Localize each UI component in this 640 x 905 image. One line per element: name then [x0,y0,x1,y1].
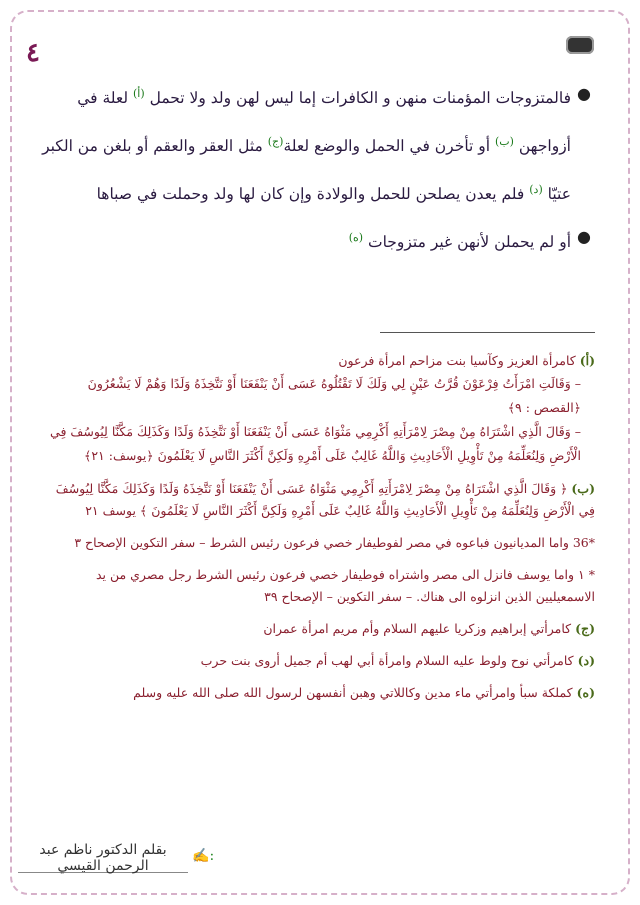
footnote-ref: (د) [529,183,543,197]
logo-icon [566,36,594,54]
text-segment: لعلة في أزواجهن [77,89,571,156]
footnote-divider [380,332,595,333]
footnote-text: كامرأتي نوح ولوط عليه السلام وامرأة أبي لهب أم جميل أروى بنت حرب [200,653,578,668]
footnote-e [40,682,595,704]
footnote-marker: (ب) [571,481,595,496]
footnote-b-extra-2: * ١ واما يوسف فانزل الى مصر واشتراه فوطيفار خصي فرعون رئيس الشرط رجل مصري من يد الاسمعيليين الذين انزلوه الى هناك. – سفر التكوين – الإصحاح ٣٩ [95,567,595,604]
footnote-text: ﴿ وَقَالَ الَّذِي اشْتَرَاهُ مِنْ مِصْرَ لِامْرَأَتِهِ أَكْرِمِي مَثْوَاهُ عَسَى أَنْ يَنْفَعَنَا أَوْ نَتَّخِذَهُ وَلَدًا وَكَذَلِكَ مَكَّنَّا لِيُوسُفَ فِي الْأَرْضِ وَلِنُعَلِّمَهُ مِنْ تَأْوِيلِ الْأَحَادِيثِ وَاللَّهُ غَالِبٌ عَلَى أَمْرِهِ وَلَكِنَّ أَكْثَرَ النَّاسِ لَا يَعْلَمُونَ ﴾ يوسف ٢١ [55,481,595,518]
text-segment: فلم يعدن يصلحن للحمل والولادة وإن كان لها ولد وحملت في صباها [96,185,530,204]
footnote-b-extra-1: *36 واما المديانيون فباعوه في مصر لفوطيفار خصي فرعون رئيس الشرط – سفر التكوين الإصحاح ٣ [74,535,595,550]
text-segment: فالمتزوجات المؤمنات منهن و الكافرات إما ليس لهن ولد ولا تحمل [144,89,571,108]
footnote-ref: (ب) [495,135,514,149]
footnote-c [40,618,595,640]
bullet-icon: ● [577,227,591,247]
footnote-marker: (ه) [576,685,595,700]
main-body [40,72,595,257]
author-signature: بقلم الدكتور ناظم عبد الرحمن القيسي [18,842,188,873]
footnote-b [40,478,595,522]
text-segment: مثل العقر والعقم أو بلغن من الكبر عتيّا [42,137,571,204]
footnote-text: كملكة سبأ وامرأتي ماء مدين وكاللاتي وهبن أنفسهن لرسول الله صلى الله عليه وسلم [133,685,577,700]
footnote-a [40,350,595,468]
bullet-paragraph-1 [40,72,595,216]
bullet-icon: ● [577,84,591,103]
text-segment: أو لم يحملن لأنهن غير متزوجات [363,232,571,251]
footnote-marker: (د) [577,653,595,668]
footnote-text: كامرأتي إبراهيم وزكريا عليهم السلام وأم مريم امرأة عمران [263,621,576,636]
footnote-ref: (أ) [133,87,145,100]
footnote-text: كامرأة العزيز وكآسيا بنت مزاحم امرأة فرعون [338,353,580,368]
pen-colon: : [209,848,215,864]
footnote-ref: (ه) [348,230,364,244]
paragraph-text [348,230,571,251]
text-segment: أو تأخرن في الحمل والوضع لعلة [283,137,495,156]
footnote-ref: (ج) [267,135,284,149]
footnote-marker: (ج) [575,621,595,636]
pen-icon: ✍: [192,848,215,864]
paragraph-text [42,89,571,203]
footnote-d [40,650,595,672]
page-number: ٤ [26,38,40,68]
bullet-paragraph-2 [40,222,595,256]
footnote-marker: (أ) [579,353,595,368]
verse-quote: – وَقَالَتِ امْرَأَتُ فِرْعَوْنَ قُرَّتُ عَيْنٍ لِي وَلَكَ لَا تَقْتُلُوهُ عَسَى أَنْ يَنْفَعَنَا أَوْ نَتَّخِذَهُ وَلَدًا وَهُمْ لَا يَشْعُرُونَ ﴿القصص : ٩﴾ [87,376,581,415]
verse-quote: – وَقَالَ الَّذِي اشْتَرَاهُ مِنْ مِصْرَ لِامْرَأَتِهِ أَكْرِمِي مَثْوَاهُ عَسَى أَنْ يَنْفَعَنَا أَوْ نَتَّخِذَهُ وَلَدًا وَكَذَلِكَ مَكَّنَّا لِيُوسُفَ فِي الْأَرْضِ وَلِنُعَلِّمَهُ مِنْ تَأْوِيلِ الْأَحَادِيثِ وَاللَّهُ غَالِبٌ عَلَى أَمْرِهِ وَلَكِنَّ أَكْثَرَ النَّاسِ لَا يَعْلَمُونَ ﴿يوسف: ٢١﴾ [50,424,581,463]
footnotes [40,350,595,714]
